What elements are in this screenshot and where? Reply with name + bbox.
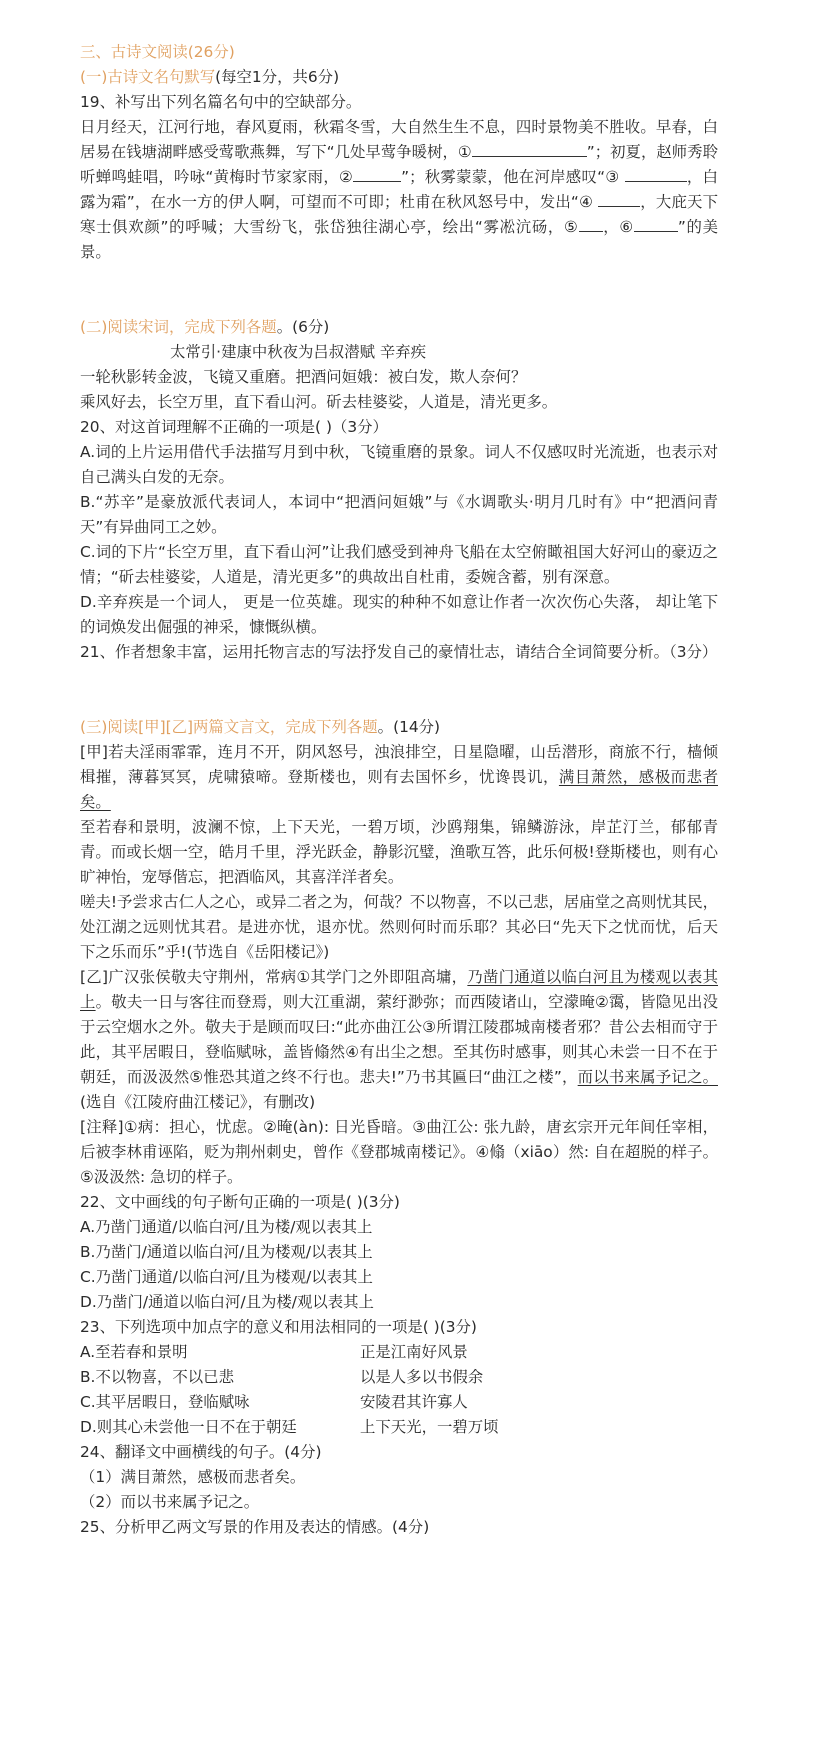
q20-option-b[interactable]: B.“苏辛”是豪放派代表词人，本词中“把酒问姮娥”与《水调歌头·明月几时有》中“把酒问青天”有异曲同工之妙。	[80, 493, 718, 536]
passage-text: [甲]若夫淫雨霏霏，连月不开，阴风怒号，浊浪排空，日星隐曜，山岳潜形，商旅不行，樯倾楫摧，薄暮冥冥，虎啸猿啼。登斯楼也，则有去国怀乡，忧谗畏讥，	[80, 743, 718, 786]
q25-stem: 25、分析甲乙两文写景的作用及表达的情感。(4分)	[80, 1518, 430, 1536]
q23-option-left: A.至若春和景明	[80, 1343, 188, 1361]
spacer	[80, 265, 718, 315]
q24-sentence-2: （2）而以书来属予记之。	[80, 1493, 260, 1511]
q19-text-part: ，白露为霜”，在水一方的伊人啊，可望而不可即；杜甫在秋风怒号中，发出“④	[80, 168, 718, 211]
subsection-1-heading	[80, 65, 718, 90]
q23-option-c[interactable]	[80, 1390, 718, 1415]
q19-text-part: ，大庇天下寒士俱欢颜”的呼喊；大雪纷飞，张岱独往湖心亭，绘出“雾凇沆砀，⑤	[80, 193, 718, 236]
q22-option-d[interactable]: D.乃凿门/通道以临白河/且为楼/观以表其上	[80, 1293, 374, 1311]
answer-blank-5[interactable]	[579, 217, 603, 232]
underlined-sentence-1: 满目萧然，感极而悲者矣。	[80, 768, 718, 811]
answer-blank-2[interactable]	[353, 167, 401, 182]
q23-option-left: D.则其心未尝他一日不在于朝廷	[80, 1418, 297, 1436]
underlined-sentence-3: 而以书来属予记之。	[577, 1068, 718, 1086]
q23-option-left: C.其平居暇日，登临赋咏	[80, 1393, 250, 1411]
poem-title: 太常引·建康中秋夜为吕叔潜赋 辛弃疾	[170, 343, 427, 361]
passage-yi	[80, 965, 718, 1115]
q20-stem: 20、对这首词理解不正确的一项是( )（3分）	[80, 418, 388, 436]
passage-source: (选自《江陵府曲江楼记》，有删改)	[80, 1093, 316, 1111]
q23-stem: 23、下列选项中加点字的意义和用法相同的一项是( )(3分)	[80, 1318, 477, 1336]
q19-text-part: ”；初夏，赵师秀聆听蝉鸣蛙唱，吟咏“黄梅时节家家雨，②	[80, 143, 718, 186]
poem-line-2: 乘风好去，长空万里，直下看山河。斫去桂婆娑，人道是，清光更多。	[80, 393, 558, 411]
spacer	[80, 665, 718, 715]
subsection-2-head: (二)阅读宋词，完成下列各题	[80, 318, 277, 336]
subsection-3-head: (三)阅读[甲][乙]两篇文言文，完成下列各题	[80, 718, 378, 736]
q22-stem: 22、文中画线的句子断句正确的一项是( )(3分)	[80, 1193, 400, 1211]
q20-option-a[interactable]: A.词的上片运用借代手法描写月到中秋，飞镜重磨的景象。词人不仅感叹时光流逝，也表示对自己满头白发的无奈。	[80, 443, 718, 486]
passage-jia-p2: 至若春和景明，波澜不惊，上下天光，一碧万顷，沙鸥翔集，锦鳞游泳，岸芷汀兰，郁郁青青。而或长烟一空，皓月千里，浮光跃金，静影沉璧，渔歌互答，此乐何极!登斯楼也，则有心旷神怡，宠辱偕忘，把酒临风，其喜洋洋者矣。	[80, 818, 718, 886]
q23-option-right: 安陵君其许寡人	[360, 1393, 468, 1411]
subsection-2-heading	[80, 315, 718, 340]
passage-jia-p1	[80, 740, 718, 815]
q23-option-b[interactable]	[80, 1365, 718, 1390]
q23-option-d[interactable]	[80, 1415, 718, 1440]
q21-stem: 21、作者想象丰富，运用托物言志的写法抒发自己的豪情壮志，请结合全词简要分析。（3分）	[80, 643, 718, 661]
passage-text: [乙]广汉张侯敬夫守荆州，常病①其学门之外即阻高墉，	[80, 968, 468, 986]
subsection-1-tail: (每空1分，共6分)	[215, 68, 340, 86]
passage-jia-p3: 嗟夫!予尝求古仁人之心，或异二者之为，何哉？不以物喜，不以己悲，居庙堂之高则忧其民，处江湖之远则忧其君。是进亦忧，退亦忧。然则何时而乐耶？其必曰“先天下之忧而忧，后天下之乐而乐”乎!(节选自《岳阳楼记》)	[80, 893, 718, 961]
answer-blank-6[interactable]	[634, 217, 678, 232]
q19-text-part: 日月经天，江河行地，春风夏雨，秋霜冬雪，大自然生生不息，四时景物美不胜收。早春，白居易在钱塘湖畔感受莺歌燕舞，写下“几处早莺争暖树，①	[80, 118, 718, 161]
q23-option-a[interactable]	[80, 1340, 718, 1365]
q23-option-right: 以是人多以书假余	[360, 1368, 484, 1386]
q19-stem: 19、补写出下列名篇名句中的空缺部分。	[80, 93, 362, 111]
q22-option-b[interactable]: B.乃凿门/通道以临白河/且为楼观/以表其上	[80, 1243, 373, 1261]
underlined-sentence-2: 乃凿门通道以临白河且为楼观以表其上	[80, 968, 718, 1011]
q19-text-part: ”的美景。	[80, 218, 718, 261]
passage-text: 。敬夫一日与客往而登焉，则大江重湖，萦纡渺弥；而西陵诸山，空濛晻②霭，皆隐见出没于云空烟水之外。敬夫于是顾而叹曰:“此亦曲江公③所谓江陵郡城南楼者邪？昔公去相而守于此，其平居暇日，登临赋咏，盖皆翛然④有出尘之想。至其伤时感事，则其心未尝一日不在于朝廷，而汲汲然⑤惟恐其道之终不行也。悲夫!”乃书其匾曰“曲江之楼”，	[80, 993, 718, 1086]
q23-option-right: 上下天光，一碧万顷	[360, 1418, 499, 1436]
section-title: 三、古诗文阅读(26分)	[80, 43, 235, 61]
q20-option-c[interactable]: C.词的下片“长空万里，直下看山河”让我们感受到神舟飞船在太空俯瞰祖国大好河山的豪迈之情；“斫去桂婆娑，人道是，清光更多”的典故出自杜甫，委婉含蓄，别有深意。	[80, 543, 718, 586]
q24-sentence-1: （1）满目萧然，感极而悲者矣。	[80, 1468, 306, 1486]
subsection-2-tail: 。(6分)	[276, 318, 330, 336]
subsection-1-head: (一)古诗文名句默写	[80, 68, 216, 86]
answer-blank-3[interactable]	[625, 167, 687, 182]
annotations: [注释]①病：担心，忧虑。②晻(àn): 日光昏暗。③曲江公: 张九龄，唐玄宗开元年间任宰相，后被李林甫诬陷，贬为荆州刺史，曾作《登郡城南楼记》。④翛（xiāo）然: 自在超脱的样子。⑤汲汲然: 急切的样子。	[80, 1118, 718, 1186]
q24-stem: 24、翻译文中画横线的句子。(4分)	[80, 1443, 322, 1461]
q19-text-part: ，⑥	[602, 218, 634, 236]
subsection-3-tail: 。(14分)	[377, 718, 441, 736]
q23-option-left: B.不以物喜，不以已悲	[80, 1368, 234, 1386]
q19-text	[80, 115, 718, 265]
answer-blank-4[interactable]	[598, 192, 640, 207]
poem-line-1: 一轮秋影转金波，飞镜又重磨。把酒问姮娥：被白发，欺人奈何？	[80, 368, 527, 386]
q23-option-right: 正是江南好风景	[360, 1343, 468, 1361]
subsection-3-heading	[80, 715, 718, 740]
answer-blank-1[interactable]	[472, 142, 587, 157]
q20-option-d[interactable]: D.辛弃疾是一个词人， 更是一位英雄。现实的种种不如意让作者一次次伤心失落， 却让笔下的词焕发出倔强的神采，慷慨纵横。	[80, 593, 718, 636]
q22-option-a[interactable]: A.乃凿门通道/以临白河/且为楼/观以表其上	[80, 1218, 373, 1236]
q19-text-part: ”；秋雾蒙蒙，他在河岸感叹“③	[401, 168, 625, 186]
q22-option-c[interactable]: C.乃凿门通道/以临白河/且为楼观/以表其上	[80, 1268, 373, 1286]
